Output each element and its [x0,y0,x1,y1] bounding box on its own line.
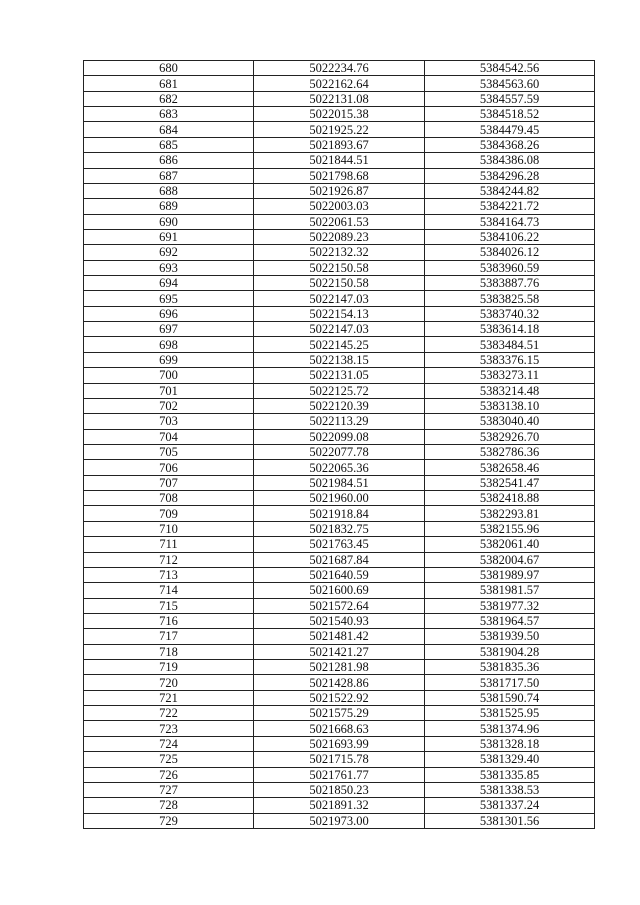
x-coordinate-cell: 5022099.08 [254,429,425,444]
point-number-cell: 726 [84,767,254,782]
x-coordinate-cell: 5022089.23 [254,229,425,244]
table-row [84,675,595,690]
x-coordinate-cell: 5021428.86 [254,675,425,690]
x-coordinate-cell: 5021575.29 [254,706,425,721]
point-number-cell: 700 [84,368,254,383]
table-row [84,491,595,506]
table-row [84,798,595,813]
point-number-cell: 681 [84,76,254,91]
x-coordinate-cell: 5022120.39 [254,398,425,413]
point-number-cell: 724 [84,736,254,751]
y-coordinate-cell: 5382541.47 [425,475,595,490]
x-coordinate-cell: 5021973.00 [254,813,425,828]
y-coordinate-cell: 5384557.59 [425,91,595,106]
y-coordinate-cell: 5381964.57 [425,613,595,628]
table-row [84,537,595,552]
point-number-cell: 713 [84,567,254,582]
table-row [84,229,595,244]
y-coordinate-cell: 5383960.59 [425,260,595,275]
point-number-cell: 685 [84,137,254,152]
point-number-cell: 720 [84,675,254,690]
x-coordinate-cell: 5021832.75 [254,521,425,536]
x-coordinate-cell: 5022061.53 [254,214,425,229]
point-number-cell: 683 [84,107,254,122]
y-coordinate-cell: 5383214.48 [425,383,595,398]
table-row [84,214,595,229]
y-coordinate-cell: 5384386.08 [425,153,595,168]
point-number-cell: 712 [84,552,254,567]
table-row [84,721,595,736]
x-coordinate-cell: 5022145.25 [254,337,425,352]
y-coordinate-cell: 5384479.45 [425,122,595,137]
table-row [84,61,595,76]
table-row [84,91,595,106]
point-number-cell: 725 [84,752,254,767]
x-coordinate-cell: 5022131.08 [254,91,425,106]
point-number-cell: 699 [84,352,254,367]
table-row [84,660,595,675]
x-coordinate-cell: 5021540.93 [254,613,425,628]
point-number-cell: 698 [84,337,254,352]
table-row [84,368,595,383]
table-row [84,183,595,198]
x-coordinate-cell: 5022015.38 [254,107,425,122]
point-number-cell: 687 [84,168,254,183]
table-row [84,567,595,582]
table-row [84,706,595,721]
y-coordinate-cell: 5381981.57 [425,583,595,598]
table-row [84,644,595,659]
x-coordinate-cell: 5021893.67 [254,137,425,152]
point-number-cell: 695 [84,291,254,306]
y-coordinate-cell: 5381590.74 [425,690,595,705]
y-coordinate-cell: 5382418.88 [425,491,595,506]
x-coordinate-cell: 5022150.58 [254,260,425,275]
point-number-cell: 706 [84,460,254,475]
x-coordinate-cell: 5021960.00 [254,491,425,506]
point-number-cell: 717 [84,629,254,644]
x-coordinate-cell: 5022147.03 [254,322,425,337]
point-number-cell: 723 [84,721,254,736]
y-coordinate-cell: 5383825.58 [425,291,595,306]
y-coordinate-cell: 5381337.24 [425,798,595,813]
point-number-cell: 696 [84,306,254,321]
point-number-cell: 708 [84,491,254,506]
point-number-cell: 684 [84,122,254,137]
y-coordinate-cell: 5383614.18 [425,322,595,337]
y-coordinate-cell: 5381335.85 [425,767,595,782]
x-coordinate-cell: 5022154.13 [254,306,425,321]
y-coordinate-cell: 5384244.82 [425,183,595,198]
y-coordinate-cell: 5382926.70 [425,429,595,444]
coordinates-table [83,60,595,829]
x-coordinate-cell: 5021693.99 [254,736,425,751]
y-coordinate-cell: 5381835.36 [425,660,595,675]
y-coordinate-cell: 5384221.72 [425,199,595,214]
y-coordinate-cell: 5381328.18 [425,736,595,751]
table-row [84,782,595,797]
y-coordinate-cell: 5383887.76 [425,276,595,291]
table-row [84,690,595,705]
point-number-cell: 711 [84,537,254,552]
y-coordinate-cell: 5382004.67 [425,552,595,567]
point-number-cell: 718 [84,644,254,659]
x-coordinate-cell: 5022131.05 [254,368,425,383]
y-coordinate-cell: 5384296.28 [425,168,595,183]
x-coordinate-cell: 5021918.84 [254,506,425,521]
table-row [84,521,595,536]
x-coordinate-cell: 5021763.45 [254,537,425,552]
y-coordinate-cell: 5384164.73 [425,214,595,229]
x-coordinate-cell: 5021715.78 [254,752,425,767]
table-row [84,153,595,168]
y-coordinate-cell: 5384563.60 [425,76,595,91]
x-coordinate-cell: 5021600.69 [254,583,425,598]
x-coordinate-cell: 5021572.64 [254,598,425,613]
x-coordinate-cell: 5022147.03 [254,291,425,306]
x-coordinate-cell: 5021761.77 [254,767,425,782]
point-number-cell: 691 [84,229,254,244]
table-row [84,398,595,413]
y-coordinate-cell: 5381939.50 [425,629,595,644]
y-coordinate-cell: 5381989.97 [425,567,595,582]
x-coordinate-cell: 5022125.72 [254,383,425,398]
x-coordinate-cell: 5022132.32 [254,245,425,260]
point-number-cell: 705 [84,444,254,459]
x-coordinate-cell: 5022162.64 [254,76,425,91]
y-coordinate-cell: 5382061.40 [425,537,595,552]
y-coordinate-cell: 5381329.40 [425,752,595,767]
point-number-cell: 716 [84,613,254,628]
point-number-cell: 728 [84,798,254,813]
point-number-cell: 682 [84,91,254,106]
y-coordinate-cell: 5382658.46 [425,460,595,475]
table-row [84,76,595,91]
table-row [84,199,595,214]
x-coordinate-cell: 5022003.03 [254,199,425,214]
table-row [84,137,595,152]
table-row [84,352,595,367]
coordinates-table-body [84,61,595,829]
y-coordinate-cell: 5382293.81 [425,506,595,521]
y-coordinate-cell: 5384106.22 [425,229,595,244]
point-number-cell: 703 [84,414,254,429]
y-coordinate-cell: 5384368.26 [425,137,595,152]
y-coordinate-cell: 5381338.53 [425,782,595,797]
table-row [84,598,595,613]
table-row [84,306,595,321]
y-coordinate-cell: 5383484.51 [425,337,595,352]
point-number-cell: 693 [84,260,254,275]
x-coordinate-cell: 5021850.23 [254,782,425,797]
table-row [84,168,595,183]
y-coordinate-cell: 5381977.32 [425,598,595,613]
point-number-cell: 697 [84,322,254,337]
table-row [84,414,595,429]
y-coordinate-cell: 5381374.96 [425,721,595,736]
y-coordinate-cell: 5384518.52 [425,107,595,122]
table-row [84,383,595,398]
y-coordinate-cell: 5381904.28 [425,644,595,659]
x-coordinate-cell: 5021844.51 [254,153,425,168]
table-row [84,583,595,598]
point-number-cell: 702 [84,398,254,413]
table-row [84,337,595,352]
x-coordinate-cell: 5021668.63 [254,721,425,736]
y-coordinate-cell: 5381525.95 [425,706,595,721]
y-coordinate-cell: 5383376.15 [425,352,595,367]
point-number-cell: 722 [84,706,254,721]
table-row [84,291,595,306]
x-coordinate-cell: 5021281.98 [254,660,425,675]
point-number-cell: 680 [84,61,254,76]
x-coordinate-cell: 5022065.36 [254,460,425,475]
x-coordinate-cell: 5022234.76 [254,61,425,76]
table-row [84,552,595,567]
table-row [84,429,595,444]
table-row [84,752,595,767]
table-row [84,245,595,260]
x-coordinate-cell: 5021984.51 [254,475,425,490]
y-coordinate-cell: 5383273.11 [425,368,595,383]
table-row [84,260,595,275]
x-coordinate-cell: 5022138.15 [254,352,425,367]
x-coordinate-cell: 5021481.42 [254,629,425,644]
point-number-cell: 704 [84,429,254,444]
table-row [84,475,595,490]
table-row [84,736,595,751]
point-number-cell: 694 [84,276,254,291]
y-coordinate-cell: 5384542.56 [425,61,595,76]
point-number-cell: 729 [84,813,254,828]
y-coordinate-cell: 5383040.40 [425,414,595,429]
point-number-cell: 688 [84,183,254,198]
table-row [84,629,595,644]
table-row [84,613,595,628]
x-coordinate-cell: 5021926.87 [254,183,425,198]
point-number-cell: 707 [84,475,254,490]
point-number-cell: 690 [84,214,254,229]
table-row [84,506,595,521]
x-coordinate-cell: 5021522.92 [254,690,425,705]
table-row [84,107,595,122]
y-coordinate-cell: 5381301.56 [425,813,595,828]
y-coordinate-cell: 5384026.12 [425,245,595,260]
table-row [84,322,595,337]
table-row [84,122,595,137]
point-number-cell: 701 [84,383,254,398]
y-coordinate-cell: 5383138.10 [425,398,595,413]
point-number-cell: 709 [84,506,254,521]
x-coordinate-cell: 5021891.32 [254,798,425,813]
y-coordinate-cell: 5382786.36 [425,444,595,459]
x-coordinate-cell: 5021421.27 [254,644,425,659]
table-row [84,767,595,782]
point-number-cell: 727 [84,782,254,797]
point-number-cell: 721 [84,690,254,705]
x-coordinate-cell: 5021640.59 [254,567,425,582]
point-number-cell: 715 [84,598,254,613]
point-number-cell: 692 [84,245,254,260]
point-number-cell: 689 [84,199,254,214]
table-row [84,813,595,828]
point-number-cell: 719 [84,660,254,675]
point-number-cell: 686 [84,153,254,168]
x-coordinate-cell: 5021925.22 [254,122,425,137]
x-coordinate-cell: 5022077.78 [254,444,425,459]
y-coordinate-cell: 5381717.50 [425,675,595,690]
x-coordinate-cell: 5021687.84 [254,552,425,567]
x-coordinate-cell: 5021798.68 [254,168,425,183]
table-row [84,276,595,291]
y-coordinate-cell: 5382155.96 [425,521,595,536]
x-coordinate-cell: 5022113.29 [254,414,425,429]
point-number-cell: 714 [84,583,254,598]
table-row [84,444,595,459]
x-coordinate-cell: 5022150.58 [254,276,425,291]
table-row [84,460,595,475]
point-number-cell: 710 [84,521,254,536]
y-coordinate-cell: 5383740.32 [425,306,595,321]
